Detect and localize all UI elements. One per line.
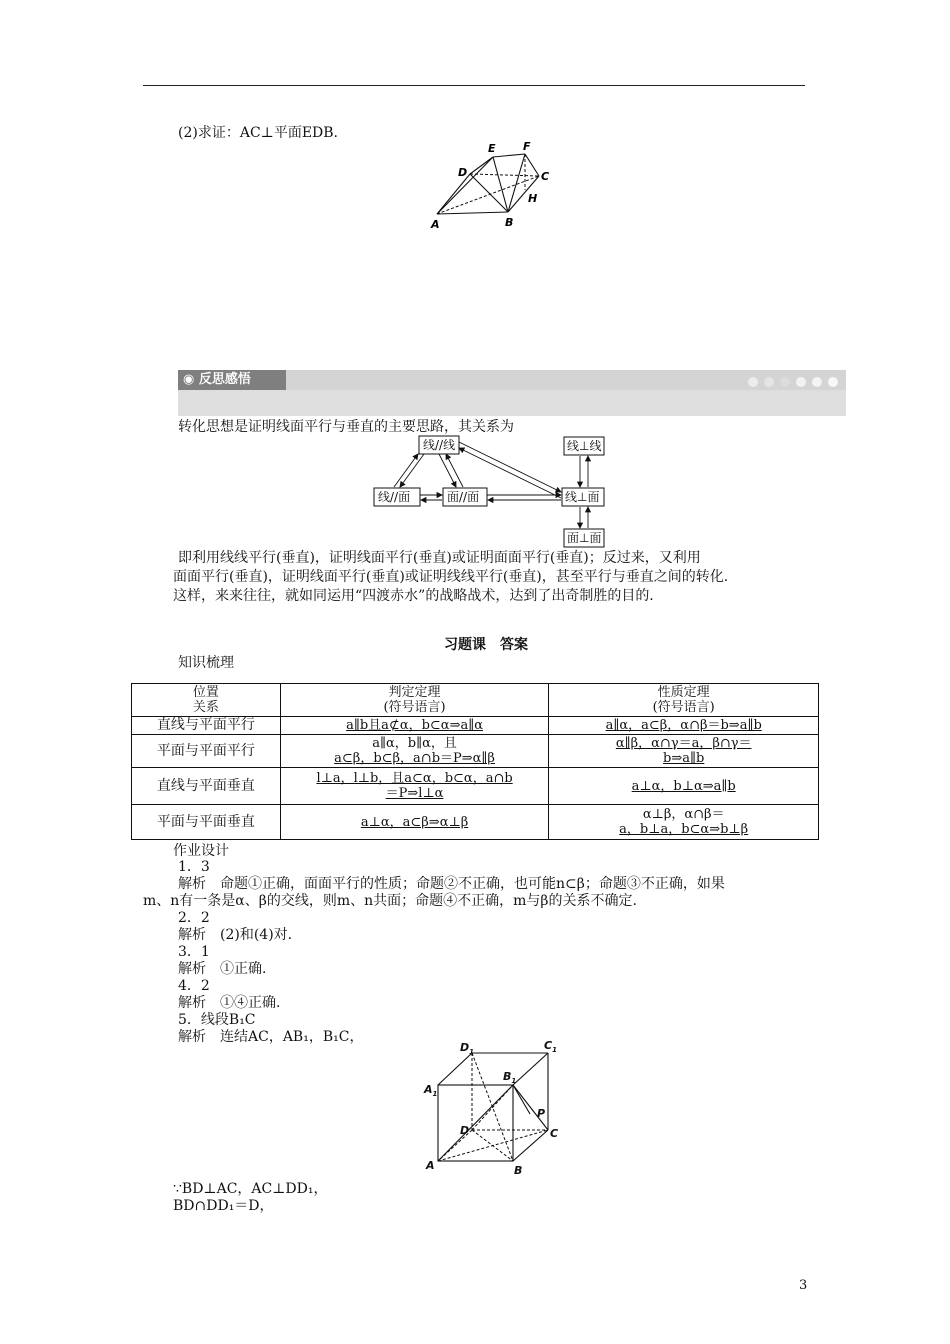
answer-title: 习题课 答案	[444, 637, 528, 653]
label-A: A	[426, 1159, 435, 1172]
label-H: H	[528, 192, 538, 205]
label-A: A	[431, 218, 440, 231]
table-cell: α⊥β，α∩β＝ a，b⊥a，b⊂α⇒b⊥β	[549, 805, 819, 840]
table-cell: a∥b且a⊄α，b⊂α⇒a∥α	[280, 717, 549, 735]
theorem-table	[131, 683, 819, 840]
proof-line: ∵BD⊥AC，AC⊥DD₁，	[173, 1181, 328, 1197]
table-header: 位置 关系	[132, 684, 281, 717]
label-D1: $D_1$	[460, 1041, 475, 1056]
header-rule	[143, 85, 805, 86]
figure-cube	[420, 1038, 570, 1178]
answer-line: 4．2	[178, 978, 210, 994]
answer-line: 解析 ①④正确.	[178, 995, 281, 1011]
label-F: F	[523, 140, 531, 153]
table-cell: 直线与平面垂直	[132, 768, 281, 805]
label-line-par-plane: 线//面	[378, 490, 411, 504]
answer-line: 解析 (2)和(4)对.	[178, 927, 293, 943]
label-line-perp-plane: 线⊥面	[565, 490, 600, 504]
table-cell: a⊥α，b⊥α⇒a∥b	[549, 768, 819, 805]
reflection-banner	[178, 370, 846, 416]
reflection-intro: 转化思想是证明线面平行与垂直的主要思路，其关系为	[178, 419, 514, 435]
relation-diagram	[370, 432, 620, 550]
label-C1: $C_1$	[544, 1039, 557, 1054]
label-line-perp-line: 线⊥线	[567, 439, 602, 453]
table-header-row	[132, 684, 819, 717]
table-cell: a∥α，b∥α，且 a⊂β，b⊂β，a∩b＝P⇒α∥β	[280, 735, 549, 768]
label-A1: $A_1$	[424, 1083, 438, 1098]
section-knowledge: 知识梳理	[178, 655, 234, 671]
label-D: D	[458, 166, 468, 179]
label-E: E	[488, 142, 496, 155]
page-number: 3	[799, 1278, 808, 1293]
banner-header	[178, 370, 846, 390]
table-header: 性质定理 (符号语言)	[549, 684, 819, 717]
table-row	[132, 717, 819, 735]
table-cell: l⊥a，l⊥b，且a⊂α，b⊂α，a∩b ＝P⇒l⊥α	[280, 768, 549, 805]
table-cell: a∥α，a⊂β，α∩β＝b⇒a∥b	[549, 717, 819, 735]
table-cell: 直线与平面平行	[132, 717, 281, 735]
table-row	[132, 768, 819, 805]
decorative-dots	[742, 375, 838, 391]
answer-line: 2．2	[178, 910, 210, 926]
reflection-body-1: 即利用线线平行(垂直)，证明线面平行(垂直)或证明面面平行(垂直)；反过来，又利用	[178, 550, 701, 566]
question-text: (2)求证：AC⊥平面EDB.	[178, 125, 339, 141]
section-homework: 作业设计	[173, 843, 229, 859]
table-cell: α∥β，α∩γ＝a，β∩γ＝ b⇒a∥b	[549, 735, 819, 768]
label-C: C	[541, 170, 550, 183]
label-B1: $B_1$	[503, 1070, 517, 1085]
answer-line: 1．3	[178, 859, 210, 875]
table-row	[132, 805, 819, 840]
answer-line: m、n有一条是α、β的交线，则m、n共面；命题④不正确，m与β的关系不确定.	[143, 893, 637, 909]
reflection-body-2: 面面平行(垂直)，证明线面平行(垂直)或证明线线平行(垂直)，甚至平行与垂直之间的转化.	[173, 569, 729, 585]
label-C: C	[550, 1127, 559, 1140]
table-cell: a⊥α，a⊂β⇒α⊥β	[280, 805, 549, 840]
reflection-body-3: 这样，来来往往，就如同运用“四渡赤水”的战略战术，达到了出奇制胜的目的.	[173, 588, 654, 604]
label-B: B	[514, 1164, 523, 1177]
answer-line: 解析 ①正确.	[178, 961, 267, 977]
answer-line: 解析 连结AC，AB₁，B₁C，	[178, 1029, 364, 1045]
table-row	[132, 735, 819, 768]
answer-line: 解析 命题①正确，面面平行的性质；命题②不正确，也可能n⊂β；命题③不正确，如果	[178, 876, 725, 892]
table-header: 判定定理 (符号语言)	[280, 684, 549, 717]
label-B: B	[505, 216, 514, 229]
table-cell: 平面与平面平行	[132, 735, 281, 768]
label-plane-par-plane: 面//面	[447, 490, 480, 504]
answer-line: 3．1	[178, 944, 210, 960]
figure-solid-abcdef	[425, 140, 555, 232]
label-P: P	[537, 1107, 546, 1120]
label-plane-perp-plane: 面⊥面	[567, 531, 602, 545]
label-line-par-line: 线//线	[423, 438, 456, 452]
label-D: D	[460, 1124, 470, 1137]
table-cell: 平面与平面垂直	[132, 805, 281, 840]
proof-line: BD∩DD₁＝D，	[173, 1198, 274, 1214]
reflection-title: ◉ 反思感悟	[178, 370, 286, 390]
answer-line: 5．线段B₁C	[178, 1012, 256, 1028]
